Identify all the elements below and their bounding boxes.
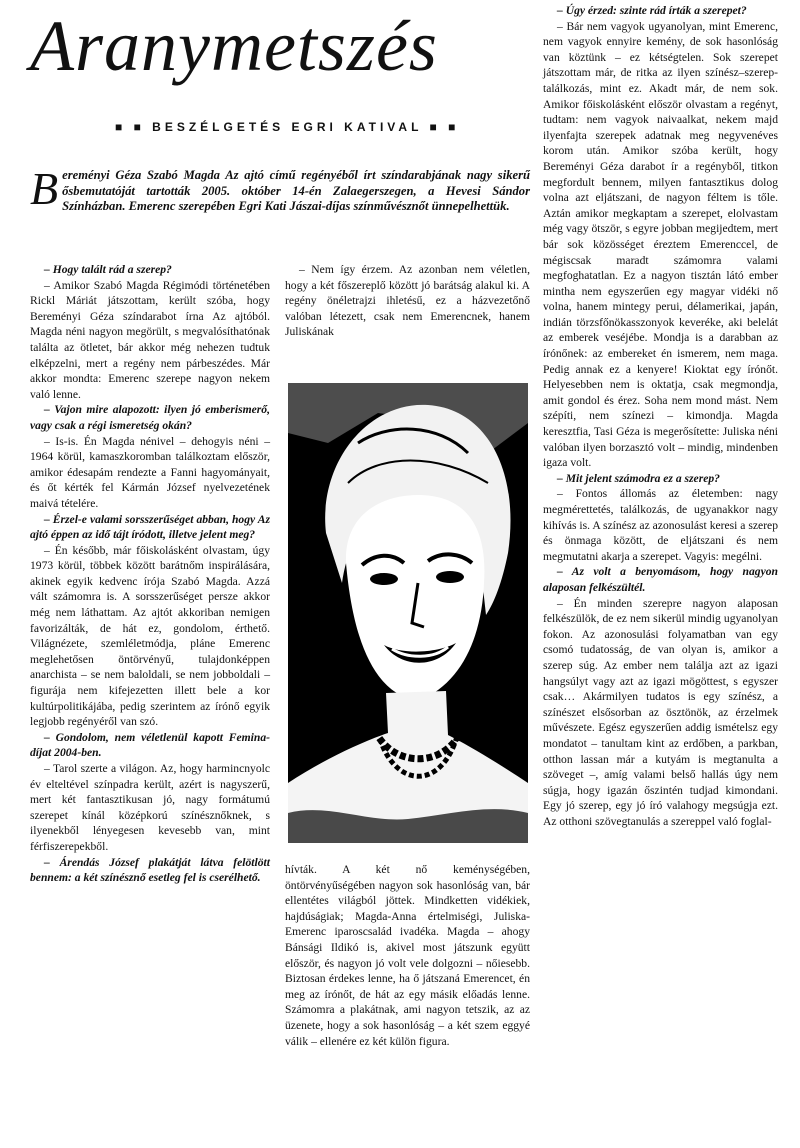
interview-question: – Vajon mire alapozott: ilyen jó emberismerő, vagy csak a régi ismeretség okán? [30, 403, 270, 432]
interview-answer: – Amikor Szabó Magda Régimódi történetében Rickl Máriát játszottam, került szóba, hogy Bereményi Géza színdarabot írna Az ajtóból. Magda néni nagyon megörült, s megvalósíthatónak találta az ötletet, bár akkor még nehezen tudtuk elképzelni, mert a regény nem párbeszédes. Már akkor mondta: Emerenc szerepe nagyon nekem való lenne. [30, 278, 270, 401]
interview-question: – Gondolom, nem véletlenül kapott Femina-díjat 2004-ben. [30, 730, 270, 760]
lead-text: ereményi Géza Szabó Magda Az ajtó című regényéből írt színdarabjának nagy sikerű ősbemutatóját tartották 2005. október 14-én Zalaegerszegen, a Hevesi Sándor Színházban. Emerenc szerepében Egri Kati Jászai-díjas színművésznőt ünnepelhettük. [62, 168, 530, 213]
drop-cap: B [30, 163, 59, 214]
column-2-top [285, 262, 530, 340]
interview-answer: – Én minden szerepre nagyon alaposan felkészülök, de ez nem sikerül mindig ugyanolyan fokon. Az azonosulási folyamatban van egy csomó tudatosság, de van olyan is, amikor a szerep súg. Az ember nem találja azt az igazi hangsúlyt vagy azt az igazi mögöttest, s egyszer csak… Akármilyen tudatos is egy színész, a színészet elsősorban az ösztönök, az érzelmek művészete. Egész egyszerűen addig ismételsz egy mondatot – tanultam kint az erdőben, a parkban, otthon lassan már a kutyám is megtanulta a szöveget –, amíg valami belső hallás úgy nem súgja, hogy igazán őszintén tudjad kimondani. Egy jó szerep, egy jó író valahogy megsúgja ezt. Az otthoni szövegtanulás a szereppel való foglal- [543, 596, 778, 828]
interview-question: – Az volt a benyomásom, hogy nagyon alaposan felkészültél. [543, 565, 778, 594]
portrait-photo [288, 383, 528, 843]
article-title: Aranymetszés [30, 6, 438, 86]
interview-question: – Úgy érzed: szinte rád írták a szerepet? [557, 4, 747, 17]
interview-answer: hívták. A két nő keménységében, öntörvényűségében nagyon sok hasonlóság van, bár ellentétes világból jöttek. Mindketten vidékiek, hajdúságiak; Magda-Anna értelmiségi, Juliska-Emerenc iparoscsalád ivadéka. Magda – ahogy Bánsági Ildikó is, akivel most játszunk együtt először, és nagyon jó volt vele dolgozni – nőiesebb. Biztosan érdekes lenne, ha ő játszaná Emerencet, én meg az írónőt, de hát az egy másik előadás lenne. Számomra a plakátnak, ami nagyon tetszik, az az üzenete, hogy a sok hasonlóság – a két szem eggyé válik – ellenére ez két külön figura. [285, 863, 530, 1048]
portrait-image [288, 383, 528, 843]
interview-answer: – Nem így érzem. Az azonban nem véletlen, hogy a két főszereplő között jó barátság alakul ki. A regény önéletrajzi ihletésű, ez a házvezetőnő valóban létezett, csak nem Emerencnek, hanem Juliskának [285, 263, 530, 339]
interview-answer: – Bár nem vagyok ugyanolyan, mint Emerenc, nem vagyok ennyire kemény, de sok hasonlóság van köztünk – ez kétségtelen. Sok szerepet játszottam már, de ritka az ilyen színész–szerep-találkozás, mint ez. Akadt már, de nem sok. Amikor főiskolásként először olvastam a regényt, tudtam: nem vagyok naivaalkat, nekem majd ilyenfajta szerepek adatnak meg negyvenéves korom után. Amikor szóba került, hogy Bereményi Géza darabot ír a regényből, titkon megfordult bennem, milyen fantasztikus dolog volna azt eljátszani, de nagyon féltem is tőle. Aztán amikor megkaptam a szerepet, elolvastam még vagy ötször, s egyre jobban megijedtem, mert bár sok közösséget éreztem Emerenccel, de mégiscsak maradt számomra valami megfoghatatlan. Ez a nagyon tisztán látó ember mintha nem egyszerűen egy magyar vidéki nő volna, hanem mintegy perui, délamerikai, japán, indián törzsfőnökasszonyok keveréke, aki belelát az emberek veséjébe. Mondja is a darabban az írónőnek: az embereket én ismerem, nem maga. Pedig annak ez a kenyere! Kioktat egy írónőt. Helyesebben nem is oktatja, csak megmondja, amit gondol és érez. Soha nem mond mást. Nem szépíti, nem színezi – kimondja. Magda keresztfia, Tasi Géza is megerősítette: Juliska néni valóban ilyen borzasztó volt – mindig, mindenben igaza volt. [543, 19, 778, 470]
column-2-bottom [285, 862, 530, 1049]
column-1 [30, 262, 270, 886]
interview-question: – Érzel-e valami sorsszerűséget abban, hogy Az ajtó éppen az idő tájt íródott, illetve jelent meg? [30, 512, 270, 542]
interview-answer: – Fontos állomás az életemben: nagy megmérettetés, találkozás, de ugyanakkor nagy kihívás is. A színész az azonosulást keresi a szerep és önmaga között, de eljátszani és nem megmutatni akarja a szerepet. Vagyis: megélni. [543, 487, 778, 563]
article-subtitle: ■ ■ BESZÉLGETÉS EGRI KATIVAL ■ ■ [115, 120, 460, 134]
lead-paragraph [30, 163, 530, 215]
interview-question: – Mit jelent számodra ez a szerep? [557, 471, 720, 485]
interview-question: – Árendás József plakátját látva felötlött bennem: a két színésznő esetleg fel is cserélhető. [30, 855, 270, 885]
interview-answer: – Is-is. Én Magda nénivel – dehogyis néni – 1964 körül, kamaszkoromban találkoztam először, amikor édesapám rendezte a Fanni hagyományait, és őt kérték fel Kármán József nyelvezetének maivá tételére. [30, 434, 270, 510]
interview-answer: – Én később, már főiskolásként olvastam, úgy 1973 körül, többek között barátnőm inspirálására, akinek egyik kedvenc írója Szabó Magda. Azzá vált számomra is. A sorsszerűséget persze akkor még nem láthattam. Az ajtót akkoriban nemigen favorizálták, de hát ez, gondolom, érthető. Világnézete, szemléletmódja, pláne Emerenc meglehetősen öntörvényű, tulajdonképpen anarchista – se nem baloldali, se nem jobboldali – figurája nem kifejezetten illett bele a kor kultúrpolitikájába, pedig szerintem az írónő egyik legjobb regényéről van szó. [30, 543, 270, 729]
interview-question: – Hogy talált rád a szerep? [44, 263, 172, 276]
interview-answer: – Tarol szerte a világon. Az, hogy harmincnyolc év elteltével színpadra került, azért is nagyszerű, mert két fantasztikusan jó, nagy formátumú szerepet kínál középkorú színésznőknek, s ilyenekből lényegesen kevesebb van, mint férfiszerepekből. [30, 762, 270, 853]
column-3 [543, 3, 778, 829]
